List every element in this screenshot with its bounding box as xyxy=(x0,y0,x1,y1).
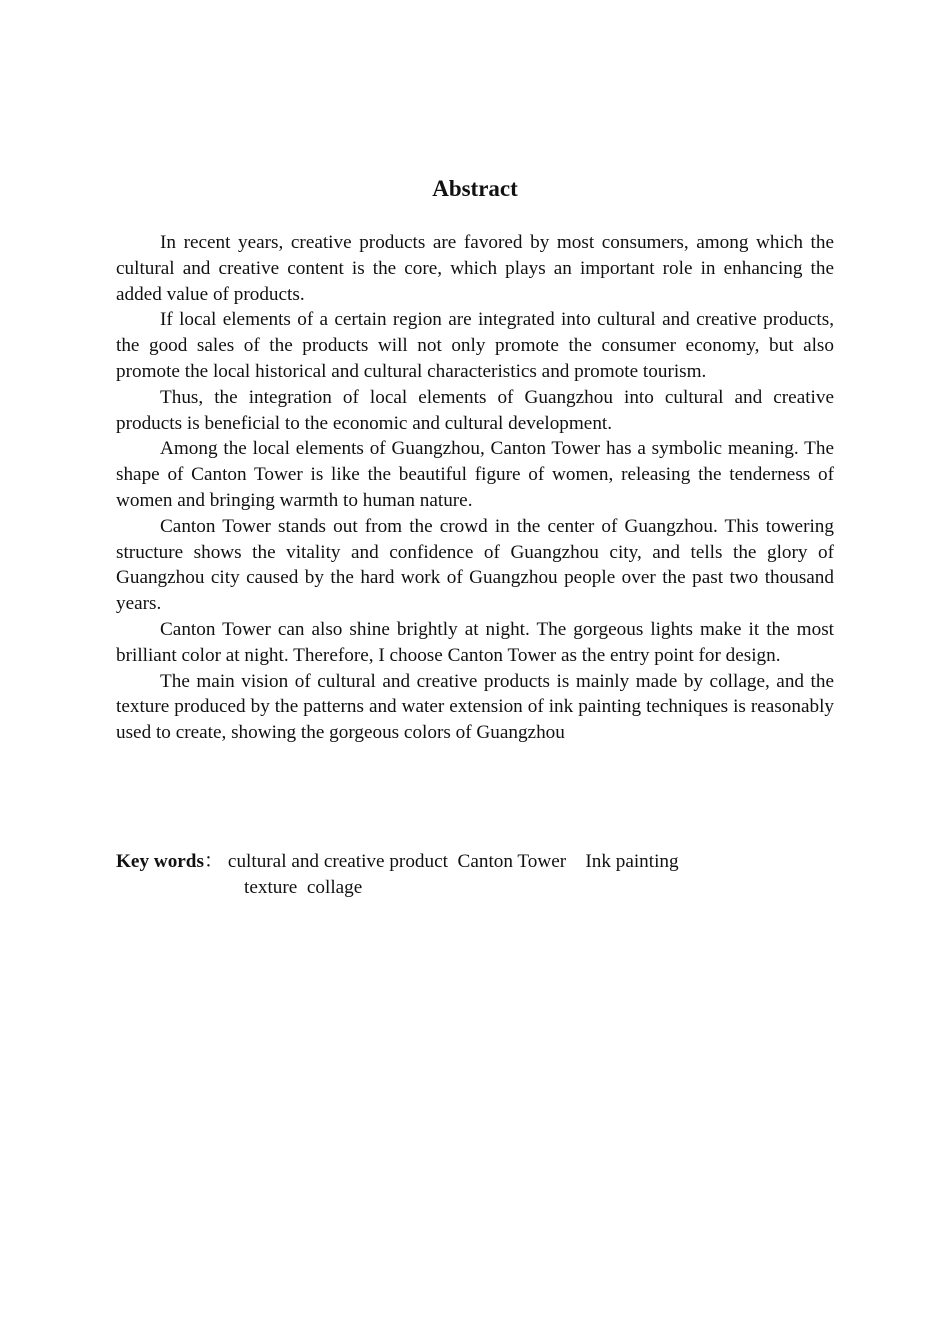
keywords-separator: ： xyxy=(203,851,224,872)
abstract-paragraph: If local elements of a certain region are integrated into cultural and creative products, the good sales of the products will not only promote the consumer economy, but also promote the local historical and cultural characteristics and promote tourism. xyxy=(116,309,834,382)
keyword-item: Ink painting xyxy=(585,851,679,872)
abstract-title: Abstract xyxy=(432,176,518,201)
abstract-paragraph: The main vision of cultural and creative products is mainly made by collage, and the texture produced by the patterns and water extension of ink painting techniques is reasonably used to create, showing the gorgeous colors of Guangzhou xyxy=(116,670,834,744)
keyword-item: Canton Tower xyxy=(457,851,567,872)
abstract-body xyxy=(116,230,834,746)
abstract-paragraph: Canton Tower stands out from the crowd in the center of Guangzhou. This towering structure shows the vitality and confidence of Guangzhou city, and tells the glory of Guangzhou city caused by the hard work of Guangzhou people over the past two thousand years. xyxy=(116,515,834,615)
keywords-label: Key words xyxy=(116,851,204,872)
keyword-item: collage xyxy=(306,877,363,898)
keywords-line xyxy=(116,875,834,901)
abstract-paragraph: Thus, the integration of local elements of Guangzhou into cultural and creative products is beneficial to the economic and cultural development. xyxy=(116,386,834,434)
keyword-item: cultural and creative product xyxy=(227,851,448,872)
abstract-paragraph: Canton Tower can also shine brightly at night. The gorgeous lights make it the most brilliant color at night. Therefore, I choose Canton Tower as the entry point for design. xyxy=(116,618,834,666)
abstract-paragraph: Among the local elements of Guangzhou, Canton Tower has a symbolic meaning. The shape of Canton Tower is like the beautiful figure of women, releasing the tenderness of women and bringing warmth to human nature. xyxy=(116,438,834,511)
abstract-paragraph: In recent years, creative products are favored by most consumers, among which the cultural and creative content is the core, which plays an important role in enhancing the added value of products. xyxy=(116,232,834,305)
keywords-section xyxy=(116,849,834,901)
keyword-item: texture xyxy=(244,877,298,898)
keywords-line xyxy=(116,849,834,875)
